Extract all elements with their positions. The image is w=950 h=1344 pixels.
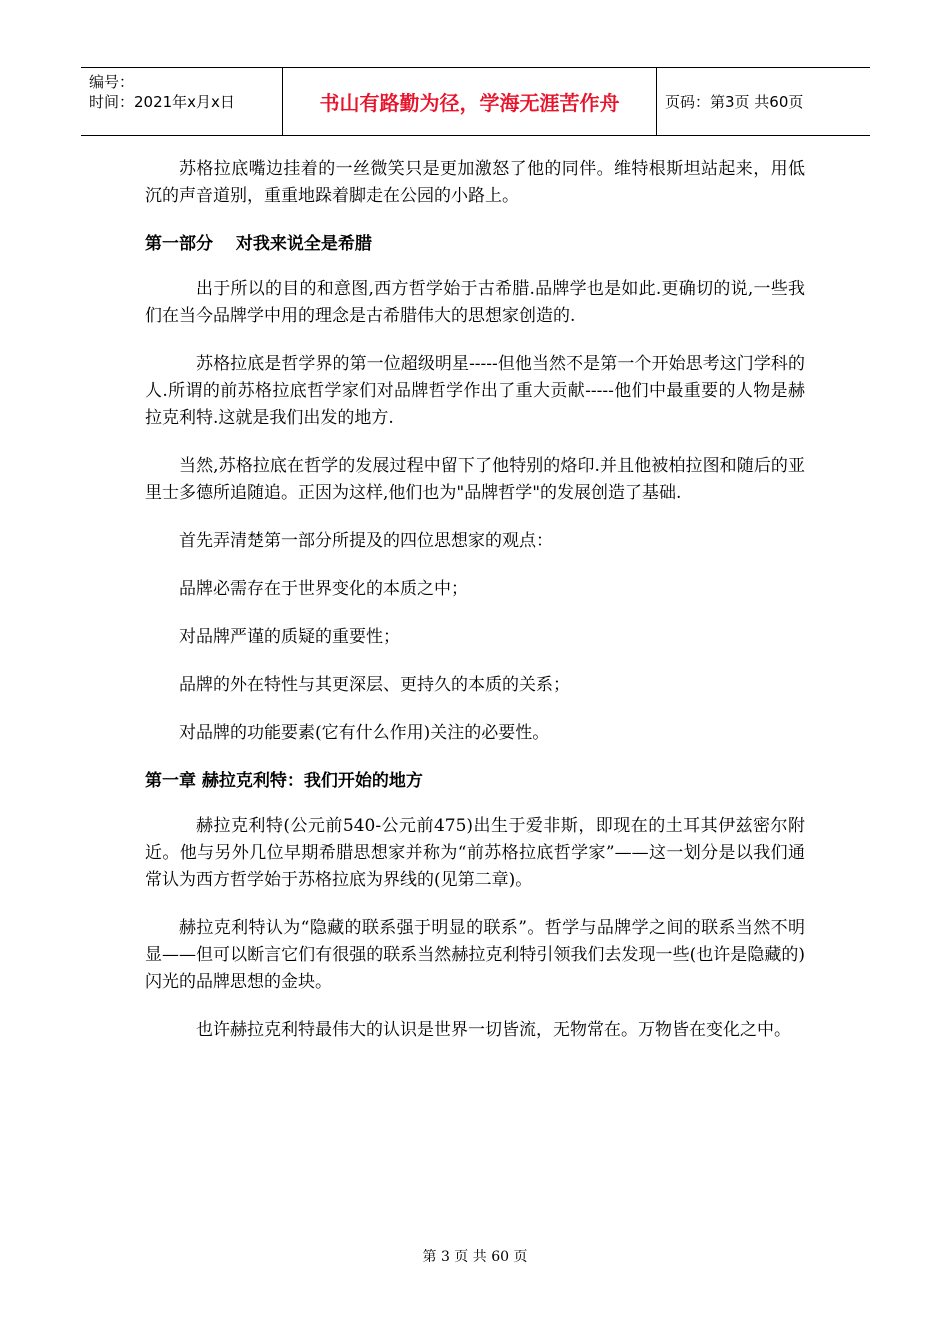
- list-item: 品牌必需存在于世界变化的本质之中；: [179, 579, 468, 599]
- number-label: 编号：: [89, 73, 135, 91]
- paragraph-5: 首先弄清楚第一部分所提及的四位思想家的观点：: [179, 531, 553, 551]
- header-motto: 书山有路勤为径，学海无涯苦作舟: [283, 68, 657, 135]
- paragraph-8: 也许赫拉克利特最伟大的认识是世界一切皆流，无物常在。万物皆在变化之中。: [196, 1020, 791, 1040]
- list-item: 对品牌严谨的质疑的重要性；: [179, 627, 400, 647]
- header-table: [81, 67, 870, 136]
- paragraph-7: 赫拉克利特认为“隐藏的联系强于明显的联系”。哲学与品牌学之间的联系当然不明显——但可以断言它们有很强的联系当然赫拉克利特引领我们去发现一些(也许是隐藏的)闪光的品牌思想的金块。: [145, 918, 805, 992]
- paragraph-3: 苏格拉底是哲学界的第一位超级明星-----但他当然不是第一个开始思考这门学科的人.所谓的前苏格拉底哲学家们对品牌哲学作出了重大贡献-----他们中最重要的人物是赫拉克利特.这就是我们出发的地方.: [145, 354, 805, 428]
- list-item: 对品牌的功能要素(它有什么作用)关注的必要性。: [179, 723, 550, 743]
- part-title: 第一部分 对我来说全是希腊: [145, 234, 372, 254]
- paragraph-4: 当然,苏格拉底在哲学的发展过程中留下了他特别的烙印.并且他被柏拉图和随后的亚里士多德所追随追。正因为这样,他们也为"品牌哲学"的发展创造了基础.: [145, 456, 805, 503]
- header-left-cell: [81, 68, 283, 135]
- list-item: 品牌的外在特性与其更深层、更持久的本质的关系；: [179, 675, 570, 695]
- paragraph-2: 出于所以的目的和意图,西方哲学始于古希腊.品牌学也是如此.更确切的说,一些我们在当今品牌学中用的理念是古希腊伟大的思想家创造的.: [145, 279, 805, 326]
- time-label: 时间：2021年x月x日: [89, 93, 235, 111]
- header-page-info: 页码：第3页 共60页: [665, 93, 804, 111]
- paragraph-6: 赫拉克利特(公元前540-公元前475)出生于爱非斯，即现在的土耳其伊兹密尔附近。他与另外几位早期希腊思想家并称为“前苏格拉底哲学家”——这一划分是以我们通常认为西方哲学始于苏格拉底为界线的(见第二章)。: [145, 816, 805, 890]
- document-body: [145, 156, 805, 1065]
- paragraph-1: 苏格拉底嘴边挂着的一丝微笑只是更加激怒了他的同伴。维特根斯坦站起来，用低沉的声音道别，重重地跺着脚走在公园的小路上。: [145, 159, 805, 206]
- chapter-title: 第一章 赫拉克利特：我们开始的地方: [145, 771, 423, 791]
- page-footer: 第 3 页 共 60 页: [422, 1249, 528, 1265]
